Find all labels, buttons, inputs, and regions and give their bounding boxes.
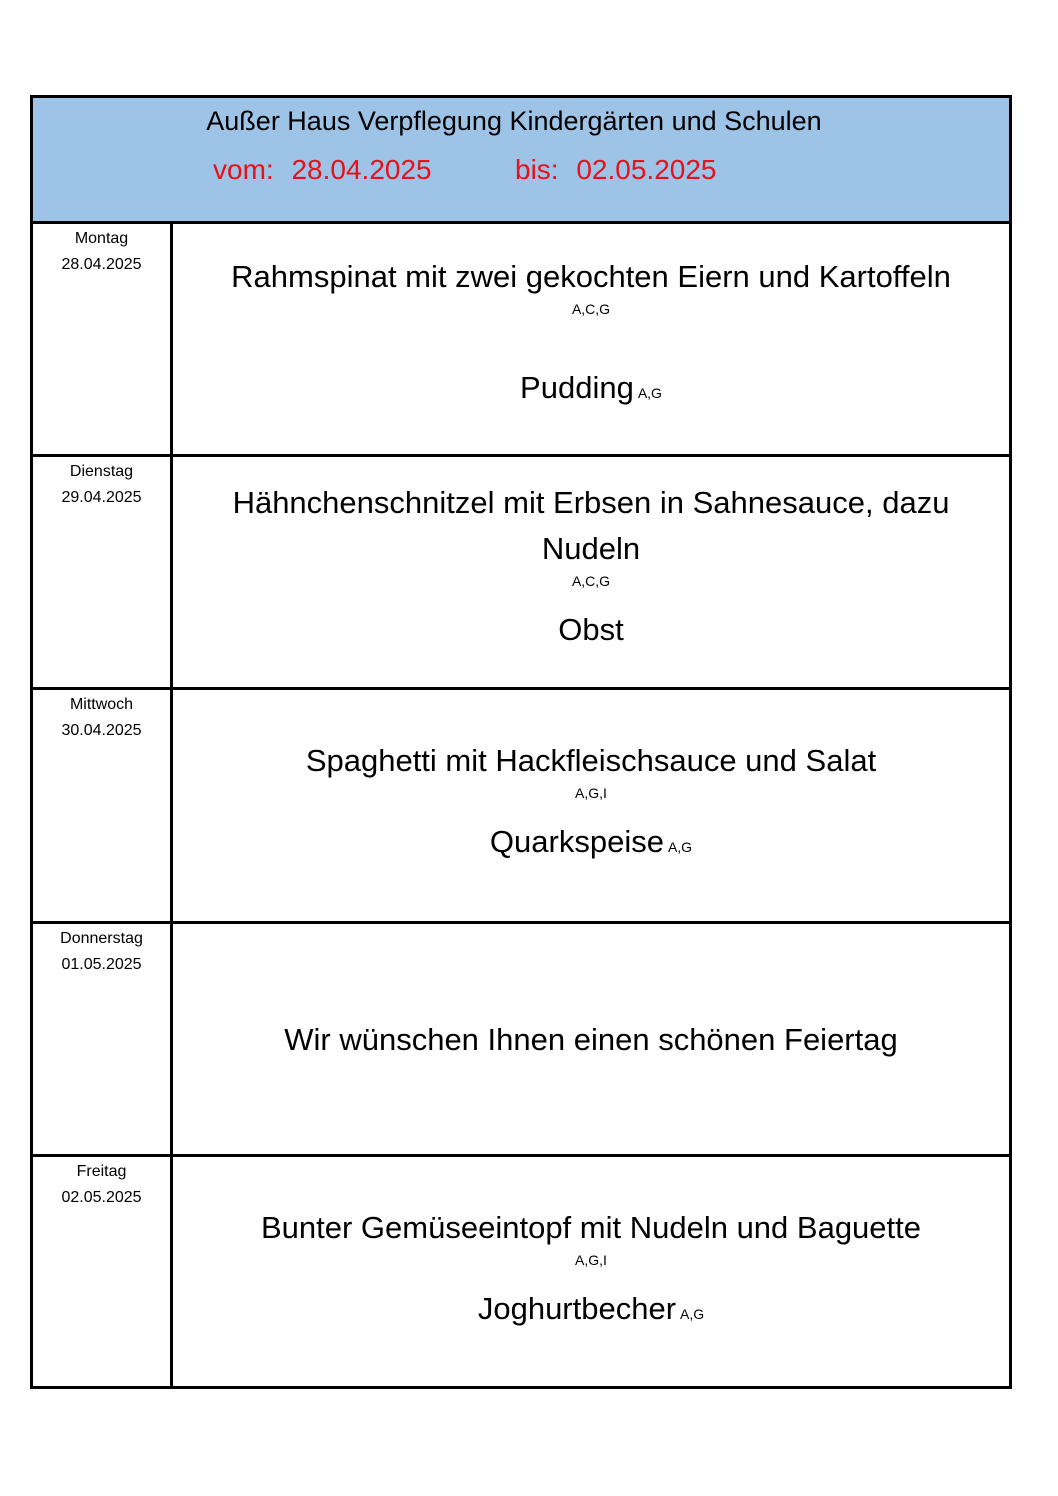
day-row-tuesday: [33, 457, 1009, 690]
day-row-thursday: [33, 924, 1009, 1157]
dessert-name: Obst: [558, 612, 624, 648]
day-row-friday: [33, 1157, 1009, 1389]
day-date: 30.04.2025: [61, 722, 142, 740]
holiday-notice: Wir wünschen Ihnen einen schönen Feiertag: [284, 1021, 898, 1057]
day-cell: [33, 224, 173, 454]
dessert: [173, 1289, 1009, 1334]
day-date: 28.04.2025: [61, 256, 142, 273]
day-cell: [33, 1157, 173, 1389]
dessert-name: Pudding: [520, 370, 634, 405]
main-dish: Spaghetti mit Hackfleischsauce und Salat: [305, 743, 877, 779]
menu-cell: [173, 457, 1009, 687]
dessert: [173, 822, 1009, 867]
weekday: Mittwoch: [69, 696, 134, 714]
weekday: Freitag: [76, 1162, 127, 1180]
dessert-allergens: A,G: [680, 1305, 705, 1322]
day-cell: [33, 457, 173, 687]
day-date: 02.05.2025: [61, 1188, 142, 1206]
menu-header: [33, 98, 1009, 224]
main-dish-allergens: A,G,I: [575, 1251, 607, 1268]
main-dish: Rahmspinat mit zwei gekochten Eiern und Kartoffeln: [231, 259, 951, 294]
day-cell: [33, 924, 173, 1154]
menu-plan: [30, 95, 1012, 1389]
period-from: [213, 152, 432, 188]
main-dish: Bunter Gemüseeintopf mit Nudeln und Baguette: [260, 1209, 922, 1245]
dessert-allergens: A,G: [637, 385, 662, 401]
weekday: Donnerstag: [60, 929, 143, 947]
main-dish-allergens: A,C,G: [571, 573, 611, 590]
day-row-wednesday: [33, 690, 1009, 923]
menu-cell: [173, 924, 1009, 1154]
period-from-date: 28.04.2025: [291, 154, 432, 185]
main-dish-allergens: A,G,I: [575, 785, 607, 802]
period-from-label: vom:: [213, 154, 274, 185]
menu-cell: [173, 224, 1009, 454]
period-to-label: bis:: [515, 154, 559, 185]
dessert: [173, 610, 1009, 650]
day-cell: [33, 690, 173, 920]
period-to: [515, 152, 717, 188]
main-dish: Hähnchenschnitzel mit Erbsen in Sahnesauce, dazu Nudeln: [232, 485, 950, 567]
dessert-name: Quarkspeise: [489, 824, 664, 860]
weekday: Dienstag: [69, 463, 134, 481]
menu-title: Außer Haus Verpflegung Kindergärten und Schulen: [206, 106, 822, 136]
menu-days: [33, 224, 1009, 1386]
menu-cell: [173, 1157, 1009, 1389]
menu-cell: [173, 690, 1009, 920]
day-row-monday: [33, 224, 1009, 457]
weekday: Montag: [74, 230, 129, 247]
period-to-date: 02.05.2025: [576, 154, 717, 185]
day-date: 29.04.2025: [61, 489, 142, 507]
dessert: [173, 368, 1009, 413]
day-date: 01.05.2025: [61, 955, 142, 973]
dessert-name: Joghurtbecher: [477, 1290, 677, 1326]
main-dish-allergens: A,C,G: [571, 301, 611, 317]
dessert-allergens: A,G: [667, 839, 693, 856]
